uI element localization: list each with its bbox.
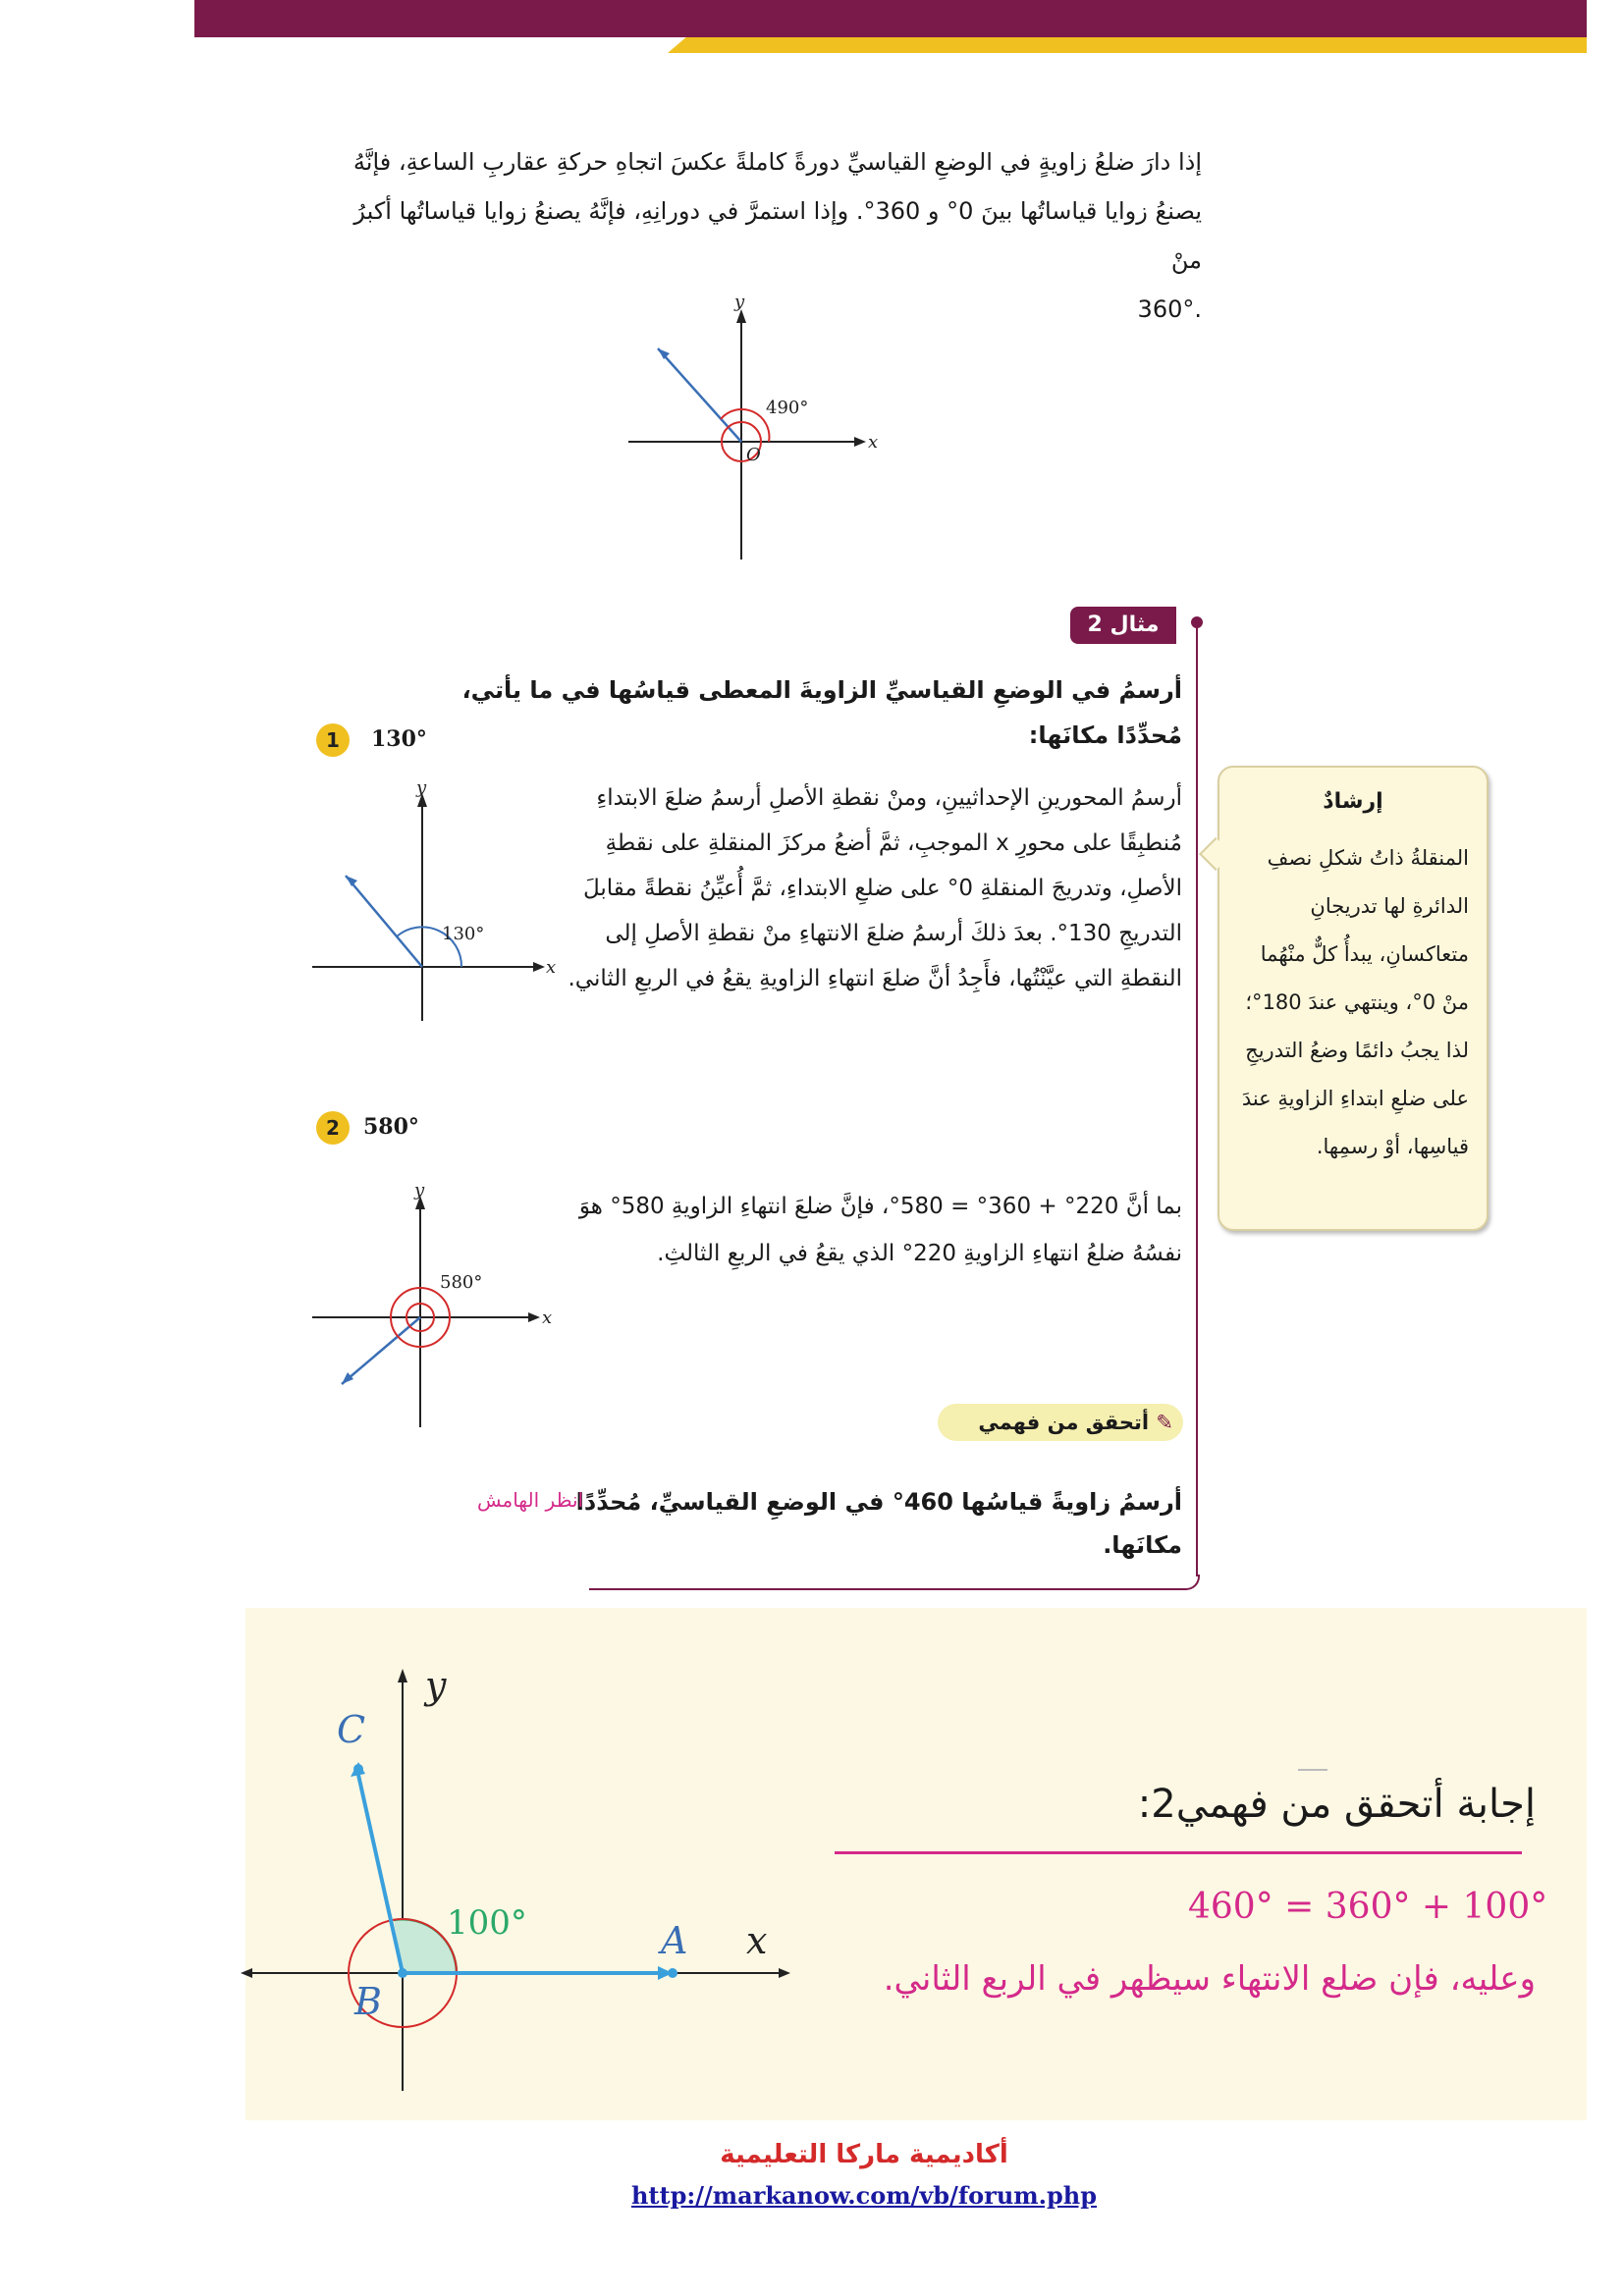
answer-figure-460-degrees (250, 1659, 800, 2091)
point-A (668, 1968, 677, 1978)
example-tag: مثال 2 (1070, 607, 1176, 644)
angle-label: 580° (440, 1272, 483, 1293)
x-label: x (546, 957, 557, 978)
y-label: y (414, 1180, 425, 1201)
header-bar (194, 0, 1587, 37)
header-accent-stripe (668, 37, 1587, 53)
intro-line-3: .360° (1137, 295, 1202, 323)
part-2-text: بما أنَّ 220° + 360° = 580°، فإنَّ ضلعَ انتهاءِ الزاويةِ 580° هوَ نفسُهُ ضلعُ انتهاءِ الزاويةِ 220° الذي يقعُ في الربعِ الثالثِ. (578, 1194, 1182, 1266)
intro-line-2: يصنعُ زوايا قياساتُها بينَ 0° و 360°. وإذا استمرَّ في دورانِهِ، فإنَّهُ يصنعُ زوايا قياساتُها أكبرُ منْ (353, 197, 1202, 274)
check-understanding-banner (938, 1404, 1183, 1441)
angle-label: 490° (766, 398, 809, 418)
answer-text: وعليه، فإن ضلع الانتهاء سيظهر في الربع الثاني. (883, 1959, 1536, 1999)
label-B: B (354, 1980, 382, 2023)
x-label: x (542, 1308, 553, 1328)
point-B (398, 1968, 407, 1978)
check-title: أتحقق من فهمي (978, 1411, 1150, 1434)
figure-580-degrees (312, 1180, 553, 1433)
figure-130-degrees (312, 777, 558, 1031)
terminal-side (346, 876, 422, 967)
label-x: x (746, 1919, 768, 1962)
label-A: A (661, 1919, 688, 1962)
angle-label: 100° (447, 1903, 527, 1943)
check-question: أرسمُ زاويةً قياسُها 460° في الوضعِ القياسيِّ، مُحدِّدًا مكانَها. (575, 1488, 1182, 1559)
answer-title: إجابة أتحقق من فهمي2: (1137, 1782, 1536, 1827)
ray-BC (358, 1775, 403, 1973)
example-border (1196, 624, 1198, 1576)
answer-underline (835, 1851, 1522, 1854)
y-label: y (416, 777, 427, 798)
part-1-value: 130° (371, 726, 427, 752)
intro-line-1: إذا دارَ ضلعُ زاويةٍ في الوضعِ القياسيِّ دورةً كاملةً عكسَ اتجاهِ حركةِ عقاربِ الساعةِ، فإنَّهُ (352, 148, 1202, 176)
figure-490-degrees (628, 292, 884, 564)
part-2-value: 580° (363, 1114, 419, 1140)
footer-title: أكاديمية ماركا التعليمية (720, 2140, 1008, 2169)
x-label: x (868, 432, 879, 453)
answer-equation: 460° = 360° + 100° (1188, 1887, 1548, 1927)
label-y: y (425, 1664, 447, 1707)
angle-label: 130° (442, 924, 485, 944)
point-C (353, 1764, 363, 1774)
hint-title: إرشادٌ (1323, 789, 1383, 814)
example-question: أرسمُ في الوضعِ القياسيِّ الزاويةَ المعطى قياسُها في ما يأتي، مُحدِّدًا مكانَها: (461, 676, 1182, 749)
label-C: C (337, 1708, 366, 1751)
terminal-side (342, 1317, 420, 1384)
pencil-icon: ✎ (1156, 1411, 1173, 1434)
origin-label: O (746, 445, 761, 465)
see-margin-note: انظر الهامش (477, 1488, 584, 1512)
footer-link[interactable]: http://markanow.com/vb/forum.php (630, 2181, 1098, 2210)
hint-box (1218, 766, 1489, 1231)
example-border-bottom (589, 1575, 1200, 1590)
part-2-badge: 2 (316, 1111, 350, 1145)
answer-dash (1298, 1769, 1327, 1771)
hint-body: المنقلةُ ذاتُ شكلِ نصفِ الدائرةِ لها تدريجانِ متعاكسانِ، يبدأُ كلٌّ منْهُما منْ 0°، وينتهي عندَ 180°؛ لذا يجبُ دائمًا وضعُ التدريجِ على ضلعِ ابتداءِ الزاويةِ عندَ قياسِها، أوْ رسمِها. (1241, 846, 1469, 1158)
y-label: y (734, 292, 745, 312)
part-1-text: أرسمُ المحورينِ الإحداثيينِ، ومنْ نقطةِ الأصلِ أرسمُ ضلعَ الابتداءِ مُنطبِقًا على محورِ x الموجبِ، ثمَّ أضعُ مركزَ المنقلةِ على نقطةِ الأصلِ، وتدريجَ المنقلةِ 0° على ضلعِ الابتداءِ، ثمَّ أُعيِّنُ نقطةً مقابلَ التدريجِ 130°. بعدَ ذلكَ أرسمُ ضلعَ الانتهاءِ منْ نقطةِ الأصلِ إلى النقطةِ التي عيَّنْتُها، فأَجِدُ أنَّ ضلعَ انتهاءِ الزاويةِ يقعُ في الربعِ الثاني. (568, 785, 1182, 991)
part-1-badge: 1 (316, 723, 350, 757)
